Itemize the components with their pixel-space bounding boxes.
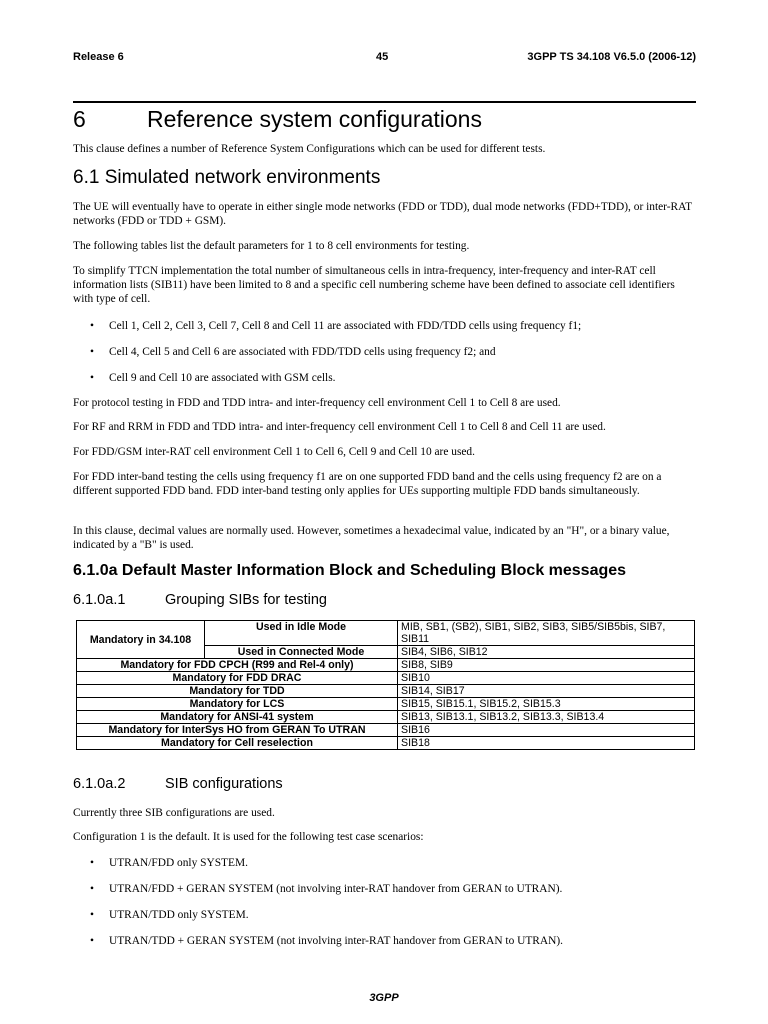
subsection-heading-6-1-0a: 6.1.0a Default Master Information Block and Scheduling Block messages	[73, 562, 627, 579]
paragraph: For FDD/GSM inter-RAT cell environment Cell 1 to Cell 6, Cell 9 and Cell 10 are used.	[73, 446, 475, 458]
paragraph: The following tables list the default parameters for 1 to 8 cell environments for testing.	[73, 240, 470, 252]
table-cell-mandatory: Mandatory in 34.108	[77, 621, 205, 659]
table-row	[77, 621, 695, 646]
table-cell-connected-label: Used in Connected Mode	[205, 646, 398, 659]
clause-heading-6-1-0a-2	[73, 776, 283, 792]
table-row	[77, 698, 695, 711]
paragraph: To simplify TTCN implementation the total number of simultaneous cells in intra-frequency, inter-frequency and inter-RAT cell information lists (SIB11) have been limited to 8 and a specific cell numbering scheme have been defined to associate cell identifiers with type of cell.	[73, 265, 675, 305]
table-cell-value: SIB15, SIB15.1, SIB15.2, SIB15.3	[398, 698, 695, 711]
table-row	[77, 737, 695, 750]
table-cell-label: Mandatory for TDD	[77, 685, 398, 698]
clause-title: SIB configurations	[165, 776, 283, 792]
table-cell-label: Mandatory for LCS	[77, 698, 398, 711]
paragraph: Currently three SIB configurations are used.	[73, 807, 275, 819]
table-row	[77, 724, 695, 737]
table-cell-label: Mandatory for ANSI-41 system	[77, 711, 398, 724]
section-number: 6	[73, 106, 86, 132]
table-cell-label: Mandatory for FDD DRAC	[77, 672, 398, 685]
clause-number: 6.1.0a.1	[73, 592, 126, 608]
header-rule	[73, 101, 696, 103]
bullet-icon: •	[90, 883, 94, 895]
paragraph: In this clause, decimal values are normally used. However, sometimes a hexadecimal value, indicated by an "H", or a binary value, indicated by a "B" is used.	[73, 525, 670, 551]
clause-title: Grouping SIBs for testing	[165, 592, 327, 608]
table-row	[77, 672, 695, 685]
table-cell-value: SIB14, SIB17	[398, 685, 695, 698]
subsection-heading-6-1: 6.1 Simulated network environments	[73, 167, 381, 188]
table-row	[77, 659, 695, 672]
table-row	[77, 685, 695, 698]
bullet-icon: •	[90, 346, 94, 358]
bullet-icon: •	[90, 320, 94, 332]
table-cell-value: SIB8, SIB9	[398, 659, 695, 672]
table-cell-label: Mandatory for InterSys HO from GERAN To UTRAN	[77, 724, 398, 737]
header-page-number: 45	[376, 51, 389, 63]
paragraph: For FDD inter-band testing the cells using frequency f1 are on one supported FDD band and the cells using frequency f2 are on a different supported FDD band. FDD inter-band testing only applies for UEs supporting multiple FDD bands simultaneously.	[73, 471, 662, 497]
table-cell-value: SIB13, SIB13.1, SIB13.2, SIB13.3, SIB13.4	[398, 711, 695, 724]
table-cell-label: Mandatory for Cell reselection	[77, 737, 398, 750]
bullet-icon: •	[90, 935, 94, 947]
table-cell-idle-label: Used in Idle Mode	[205, 621, 398, 646]
table-cell-idle-value: MIB, SB1, (SB2), SIB1, SIB2, SIB3, SIB5/SIB5bis, SIB7, SIB11	[398, 621, 695, 646]
paragraph: Configuration 1 is the default. It is used for the following test case scenarios:	[73, 831, 424, 843]
bullet-icon: •	[90, 372, 94, 384]
bullet-icon: •	[90, 857, 94, 869]
document-page: Release 6 45 3GPP TS 34.108 V6.5.0 (2006-12) 6 Reference system configurations This clause defines a number of Reference System Configurations which can be used for different tests. 6.1 Simulated network environments The UE will eventually have to operate in either single mode networks (FDD or TDD), dual mode networks (FDD+TDD), or inter-RAT networks (FDD or TDD + GSM). The following tables list the default parameters for 1 to 8 cell environments for testing. To simplify TTCN implementation the total number of simultaneous cells in intra-frequency, inter-frequency and inter-RAT cell information lists (SIB11) have been limited to 8 and a specific cell numbering scheme have been defined to associate cell identifiers with type of cell. • Cell 1, Cell 2, Cell 3, Cell 7, Cell 8 and Cell 11 are associated with FDD/TDD cells using frequency f1; • Cell 4, Cell 5 and Cell 6 are associated with FDD/TDD cells using frequency f2; and • Cell 9 and Cell 10 are associated with GSM cells. For protocol testing in FDD and TDD intra- and inter-frequency cell environment Cell 1 to Cell 8 are used. For RF and RRM in FDD and TDD intra- and inter-frequency cell environment Cell 1 to Cell 8 and Cell 11 are used. For FDD/GSM inter-RAT cell environment Cell 1 to Cell 6, Cell 9 and Cell 10 are used. For FDD inter-band testing the cells using frequency f1 are on one supported FDD band and the cells using frequency f2 are on a different supported FDD band. FDD inter-band testing only applies for UEs supporting multiple FDD bands simultaneously. In this clause, decimal values are normally used. However, sometimes a hexadecimal value, indicated by an "H", or a binary value, indicated by a "B" is used. 6.1.0a Default Master Information Block and Scheduling Block messages 6.1.0a.1 Grouping SIBs for testing Mandatory in 34.108 Used in Idle Mode MIB, SB1, (SB2), SIB1, SIB2, SIB3, SIB5/SIB5bis, SIB7, SIB11 Used in Connected Mode SIB4, SIB6, SIB12 Mandatory for FDD CPCH (R99 and Rel-4 only) SIB8, SIB9 Mandatory for FDD DRAC SIB10 Mandatory for TDD SIB14, SIB17 Mandatory for LCS SIB15, SIB15.1, SIB15.2, SIB15.3 Mandatory for ANSI-41 system SIB13, SIB13.1, SIB13.2, SIB13.3, SIB13.4 Mandatory for InterSys HO from GERAN To UTRAN SIB16 Mandatory for Cell reselection SIB18 6.1.0a.2 SIB configurations Currently three SIB configurations are used. Configuration 1 is the default. It is used for the following test case scenarios: • UTRAN/FDD only SYSTEM. • UTRAN/FDD + GERAN SYSTEM (not involving inter-RAT handover from GERAN to UTRAN). • UTRAN/TDD only SYSTEM. • UTRAN/TDD + GERAN SYSTEM (not involving inter-RAT handover from GERAN to UTRAN). 3GPP	[0, 0, 768, 1024]
header-release: Release 6	[73, 51, 124, 63]
header-spec-id: 3GPP TS 34.108 V6.5.0 (2006-12)	[527, 51, 696, 63]
clause-number: 6.1.0a.2	[73, 776, 126, 792]
clause-heading-6-1-0a-1	[73, 592, 327, 608]
paragraph: For RF and RRM in FDD and TDD intra- and inter-frequency cell environment Cell 1 to Cell 8 and Cell 11 are used.	[73, 421, 606, 433]
section-title: Reference system configurations	[147, 106, 482, 132]
paragraph: The UE will eventually have to operate in either single mode networks (FDD or TDD), dual mode networks (FDD+TDD), or inter-RAT networks (FDD or TDD + GSM).	[73, 201, 692, 227]
table-cell-label: Mandatory for FDD CPCH (R99 and Rel-4 only)	[77, 659, 398, 672]
table-row	[77, 711, 695, 724]
footer-3gpp: 3GPP	[369, 992, 399, 1004]
section-intro: This clause defines a number of Reference System Configurations which can be used for different tests.	[73, 143, 546, 155]
table-cell-value: SIB16	[398, 724, 695, 737]
table-cell-value: SIB18	[398, 737, 695, 750]
table-cell-connected-value: SIB4, SIB6, SIB12	[398, 646, 695, 659]
paragraph: For protocol testing in FDD and TDD intra- and inter-frequency cell environment Cell 1 to Cell 8 are used.	[73, 397, 561, 409]
sib-grouping-table	[76, 620, 695, 750]
bullet-icon: •	[90, 909, 94, 921]
table-cell-value: SIB10	[398, 672, 695, 685]
